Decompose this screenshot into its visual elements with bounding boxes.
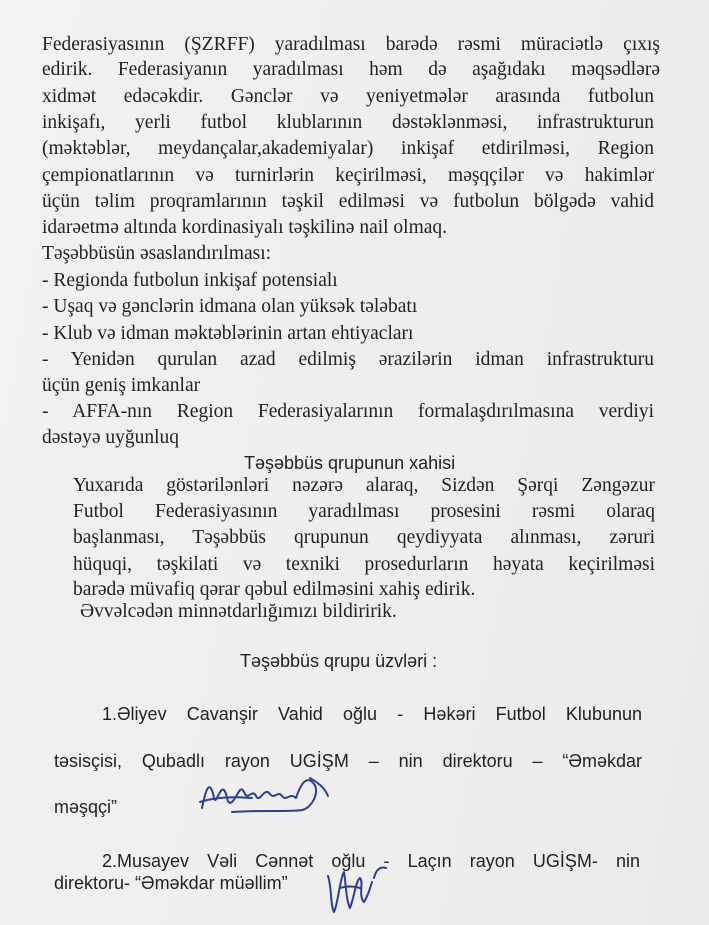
bullet-item: - Regionda futbolun inkişaf potensialı	[42, 270, 338, 291]
intro-line: inkişafı, yerli futbol klublarının dəstəklənməsi, infrastrukturun	[42, 112, 654, 133]
intro-line: xidmət edəcəkdir. Gənclər və yeniyetmələr arasında futbolun	[42, 86, 654, 107]
bullet-item-continued: üçün geniş imkanlar	[42, 375, 201, 396]
bullet-item: - Yenidən qurulan azad edilmiş ərazilərin idman infrastrukturu	[42, 349, 654, 370]
request-heading: Təşəbbüs qrupunun xahisi	[244, 453, 456, 473]
signature-2	[320, 848, 390, 920]
request-line: barədə müvafiq qərar qəbul edilməsini xahiş edirik.	[73, 579, 476, 600]
bullet-item-continued: dəstəyə uyğunluq	[42, 427, 180, 448]
bullet-item: - Klub və idman məktəblərinin artan ehtiyacları	[42, 323, 414, 344]
member-line: 1.Əliyev Cavanşir Vahid oğlu - Həkəri Futbol Klubunun	[102, 704, 642, 724]
intro-line: idarəetmə altında kordinasiyalı təşkilinə nail olmaq.	[42, 217, 448, 238]
signature-1	[192, 768, 342, 820]
request-line: Futbol Federasiyasının yaradılması prosesini rəsmi olaraq	[73, 501, 655, 522]
bullet-item: - Uşaq və gənclərin idmana olan yüksək tələbatı	[42, 296, 418, 317]
intro-line: çempionatlarının və turnirlərin keçirilməsi, məşqçilər və hakimlər	[42, 165, 654, 186]
request-line: Yuxarıda göstərilənləri nəzərə alaraq, Sizdən Şərqi Zəngəzur	[73, 475, 655, 496]
intro-line: edirik. Federasiyanın yaradılması həm də aşağıdakı məqsədlərə	[42, 59, 660, 80]
member-line: məşqçi”	[54, 797, 118, 817]
justification-heading: Təşəbbüsün əsaslandırılması:	[42, 243, 272, 264]
intro-line: üçün təlim proqramlarının təşkil edilməsi və futbolun bölgədə vahid	[42, 191, 654, 212]
members-heading: Təşəbbüs qrupu üzvləri :	[240, 651, 438, 671]
request-line: hüquqi, təşkilati və texniki prosedurların həyata keçirilməsi	[73, 554, 655, 575]
intro-line: (məktəblər, meydançalar,akademiyalar) inkişaf etdirilməsi, Region	[42, 138, 654, 159]
member-line: 2.Musayev Vəli Cənnət oğlu - Laçın rayon UGİŞM- nin	[102, 851, 640, 871]
intro-line: Federasiyasının (ŞZRFF) yaradılması barədə rəsmi müraciətlə çıxış	[42, 34, 660, 55]
request-line: başlanması, Təşəbbüs qrupunun qeydiyyata alınması, zəruri	[73, 527, 655, 548]
bullet-item: - AFFA-nın Region Federasiyalarının formalaşdırılmasına verdiyi	[42, 401, 654, 422]
member-line: təsisçisi, Qubadlı rayon UGİŞM – nin direktoru – “Əməkdar	[54, 751, 642, 771]
thanks-line: Əvvəlcədən minnətdarlığımızı bildiririk.	[80, 601, 397, 622]
member-line: direktoru- “Əməkdar müəllim”	[54, 873, 288, 893]
